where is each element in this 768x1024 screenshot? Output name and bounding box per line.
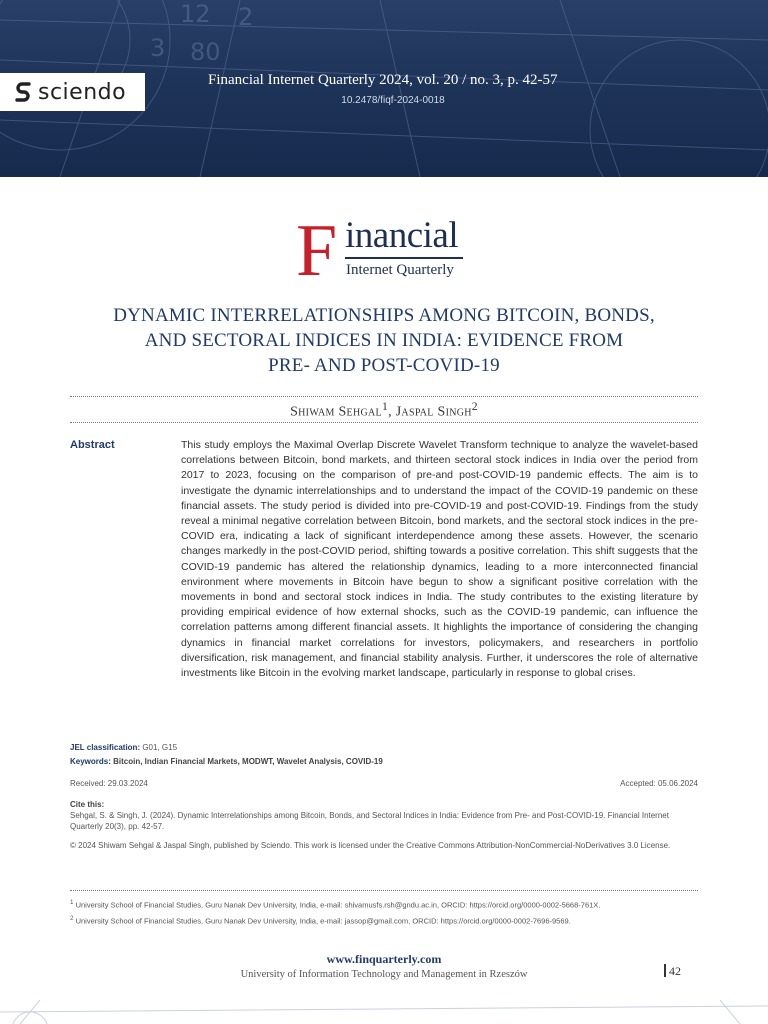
sciendo-logo-text: sciendo (38, 79, 127, 105)
abstract-text: This study employs the Maximal Overlap Discrete Wavelet Transform technique to analyze the wavelet-based correlations between Bitcoin, bond markets, and thirteen sectoral stock indices in India over the period from 2017 to 2023, focusing on the comparison of pre-and post-COVID-19 pandemic effects. The aim is to investigate the dynamic interrelationships and to understand the impact of the COVID-19 pandemic on these financial assets. The study period is divided into pre-COVID-19 and post-COVID-19. Findings from the study reveal a minimal negative correlation between Bitcoin, bond markets, and the sectoral stock indices in the pre-COVID era, indicating a lack of significant interdependence among these assets. However, the scenario changes markedly in the post-COVID period, shifting towards a positive correlation. This shift suggests that the COVID-19 pandemic has altered the relationship dynamics, leading to a more interconnected financial environment where movements in Bitcoin have begun to show a significant positive correlation with the movements in bond and sectoral stock indices in India. The study contributes to the existing literature by providing empirical evidence of how external shocks, such as the COVID-19 pandemic, can influence the correlation patterns among different financial assets. It highlights the importance of considering the changing dynamics in financial market correlations for investors, policymakers, and researchers in portfolio diversification, risk management, and financial stability analysis. Further, it underscores the role of alternative investments like Bitcoin in the evolving market landscape, particularly in response to global crises. (181, 439, 698, 680)
keywords: Keywords: Bitcoin, Indian Financial Markets, MODWT, Wavelet Analysis, COVID-19 (70, 757, 383, 766)
footnote-number: 1 (70, 899, 74, 906)
title-line: PRE- AND POST-COVID-19 (268, 355, 500, 376)
bottom-decoration (0, 1000, 768, 1024)
footnote (70, 913, 698, 927)
title-line: DYNAMIC INTERRELATIONSHIPS AMONG BITCOIN, BONDS, (113, 305, 655, 326)
header-banner (0, 0, 768, 177)
footnote-text: University School of Financial Studies, Guru Nanak Dev University, India, e-mail: shivamusfs.rsh@gndu.ac.in, ORCID: https://orcid.org/0000-0002-5668-761X. (75, 900, 601, 910)
keywords-label: Keywords (70, 757, 109, 766)
jel-classification: JEL classification: G01, G15 (70, 743, 178, 752)
keywords-value: Bitcoin, Indian Financial Markets, MODWT, Wavelet Analysis, COVID-19 (113, 757, 383, 766)
sciendo-mark-icon (14, 81, 32, 103)
journal-logo-rule (345, 257, 463, 259)
footnote (70, 897, 698, 911)
jel-label: JEL classification (70, 743, 138, 752)
footnotes (70, 897, 698, 928)
page-number (664, 964, 681, 979)
cite-block (70, 799, 698, 832)
journal-logo-initial: F (296, 210, 338, 292)
accepted-date: Accepted: 05.06.2024 (620, 779, 698, 788)
svg-text:3: 3 (150, 34, 166, 62)
received-date: Received: 29.03.2024 (70, 779, 148, 788)
license-text: © 2024 Shiwam Sehgal & Jaspal Singh, published by Sciendo. This work is licensed under the Creative Commons Attribution-NonCommercial-NoDerivatives 3.0 License. (70, 841, 671, 850)
sciendo-logo[interactable] (0, 73, 145, 111)
svg-text:2: 2 (238, 3, 254, 31)
cite-label: Cite this: (70, 800, 105, 809)
divider (70, 396, 698, 397)
footnote-text: University School of Financial Studies, Guru Nanak Dev University, India, e-mail: jassop@gmail.com, ORCID: https://orcid.org/0000-0002-7696-9569. (75, 916, 571, 925)
journal-citation: Financial Internet Quarterly 2024, vol. 20 / no. 3, p. 42-57 (208, 72, 558, 88)
page-number-value: 42 (669, 964, 681, 978)
author-affiliation-ref: 1 (381, 400, 389, 413)
page-number-bar (664, 964, 666, 977)
article-title (50, 303, 718, 378)
journal-logo-subtitle: Internet Quarterly (346, 262, 454, 278)
journal-website-link[interactable]: www.finquarterly.com (326, 952, 442, 966)
cite-text: Sehgal, S. & Singh, J. (2024). Dynamic Interrelationships among Bitcoin, Bonds, and Sectoral Indices in India: Evidence from Pre- and Post-COVID-19. Financial Internet Quarterly 20(3), pp. 42-57. (70, 811, 669, 831)
footnote-divider (70, 890, 698, 891)
jel-value: G01, G15 (142, 743, 178, 752)
divider (70, 422, 698, 423)
author-name: Shiwam Sehgal (290, 404, 382, 420)
footnote-number: 2 (70, 914, 74, 922)
journal-logo (296, 210, 476, 292)
abstract-label: Abstract (70, 439, 115, 451)
doi[interactable]: 10.2478/fiqf-2024-0018 (341, 95, 445, 106)
author-affiliation-ref: 2 (471, 400, 478, 413)
svg-text:12: 12 (180, 0, 211, 28)
author-list (70, 400, 698, 421)
svg-text:80: 80 (190, 38, 221, 66)
journal-logo-name: inancial (345, 215, 459, 256)
dates-row (70, 778, 698, 789)
author-name: Jaspal Singh (395, 404, 472, 420)
author-separator: , (388, 404, 396, 420)
university-name: University of Information Technology and Management in Rzeszów (240, 969, 528, 980)
title-line: AND SECTORAL INDICES IN INDIA: EVIDENCE FROM (144, 330, 624, 351)
